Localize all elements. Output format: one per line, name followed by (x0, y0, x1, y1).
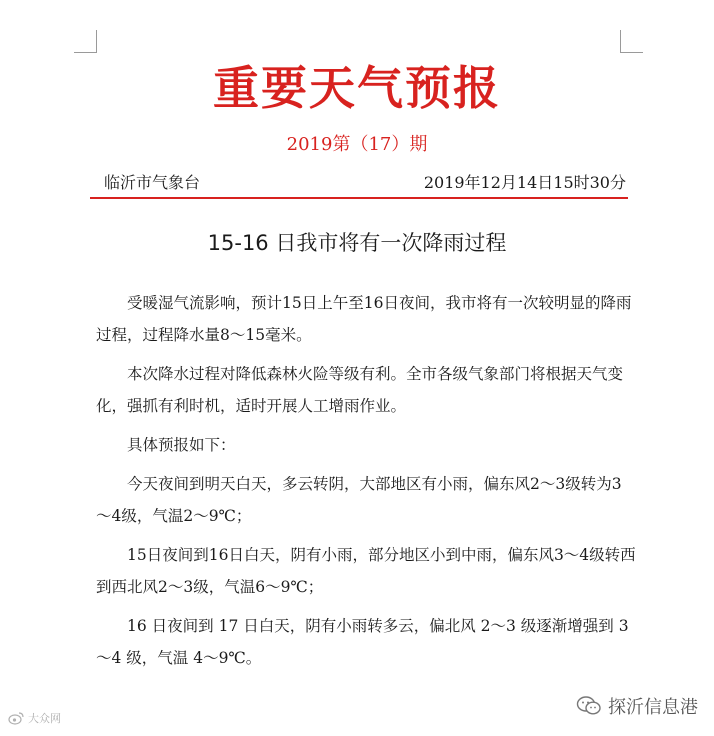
paragraph: 本次降水过程对降低森林火险等级有利。全市各级气象部门将根据天气变化，强抓有利时机，适时开展人工增雨作业。 (96, 365, 624, 415)
paragraph: 16 日夜间到 17 日白天，阴有小雨转多云，偏北风 2～3 级逐渐增强到 3～4 级，气温 4～9℃。 (96, 617, 629, 667)
issuer: 临沂市气象台 (104, 173, 201, 192)
paragraph: 受暖湿气流影响，预计15日上午至16日夜间，我市将有一次较明显的降雨过程，过程降水量8～15毫米。 (96, 294, 632, 344)
header-rule (90, 197, 628, 199)
watermark-left-text: 大众网 (28, 712, 61, 725)
crop-mark-top-left (74, 30, 97, 53)
paragraph: 今天夜间到明天白天，多云转阴，大部地区有小雨，偏东风2～3级转为3～4级，气温2～9℃； (96, 475, 622, 525)
headline: 15-16 日我市将有一次降雨过程 (207, 231, 507, 255)
paragraph: 具体预报如下： (127, 436, 236, 454)
watermark-right (576, 693, 698, 719)
issue-datetime: 2019年12月14日15时30分 (423, 173, 626, 192)
paragraph: 15日夜间到16日白天，阴有小雨，部分地区小到中雨，偏东风3～4级转西到西北风2～3级，气温6～9℃； (96, 546, 636, 596)
weibo-icon (8, 711, 24, 725)
wechat-icon (576, 695, 602, 717)
watermark-right-text: 探沂信息港 (608, 697, 698, 718)
document-title: 重要天气预报 (213, 61, 501, 115)
document-body (96, 287, 636, 681)
issue-number: 2019第（17）期 (286, 134, 428, 155)
crop-mark-top-right (620, 30, 643, 53)
watermark-left (8, 710, 61, 726)
